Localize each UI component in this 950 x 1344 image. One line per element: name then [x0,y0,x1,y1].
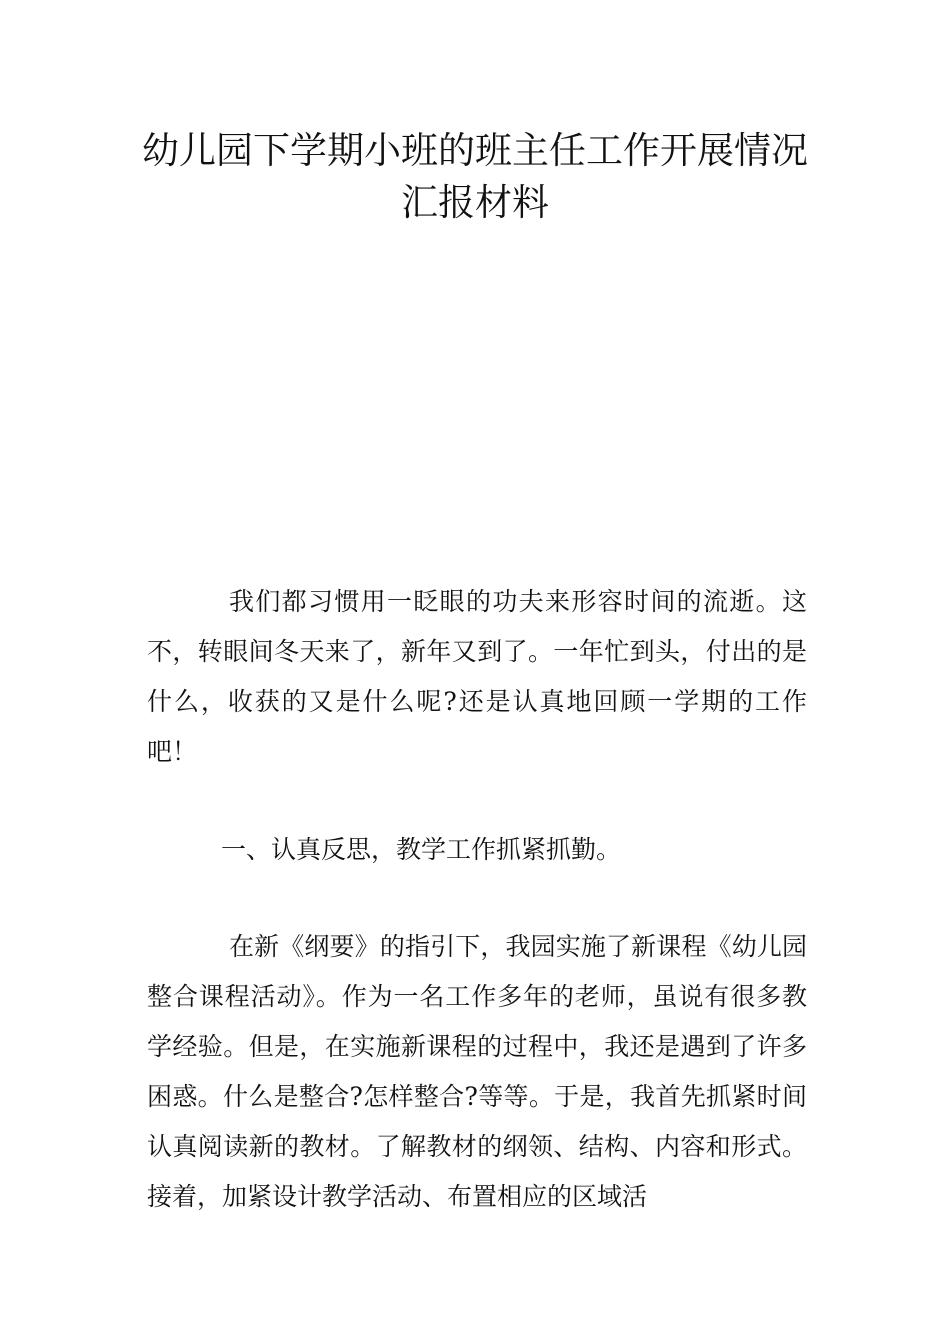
paragraph-intro: 我们都习惯用一眨眼的功夫来形容时间的流逝。这不，转眼间冬天来了，新年又到了。一年忙到头，付出的是什么，收获的又是什么呢?还是认真地回顾一学期的工作吧！ [147,587,807,766]
document-title: 幼儿园下学期小班的班主任工作开展情况汇报材料 [142,129,808,224]
paragraph-teaching: 在新《纲要》的指引下，我园实施了新课程《幼儿园整合课程活动》。作为一名工作多年的老师，虽说有很多教学经验。但是，在实施新课程的过程中，我还是遇到了许多困惑。什么是整合?怎样整合?等等。于是，我首先抓紧时间认真阅读新的教材。了解教材的纲领、结构、内容和形式。接着，加紧设计教学活动、布置相应的区域活 [147,932,807,1211]
section-heading-1: 一、认真反思，教学工作抓紧抓勤。 [221,835,622,864]
